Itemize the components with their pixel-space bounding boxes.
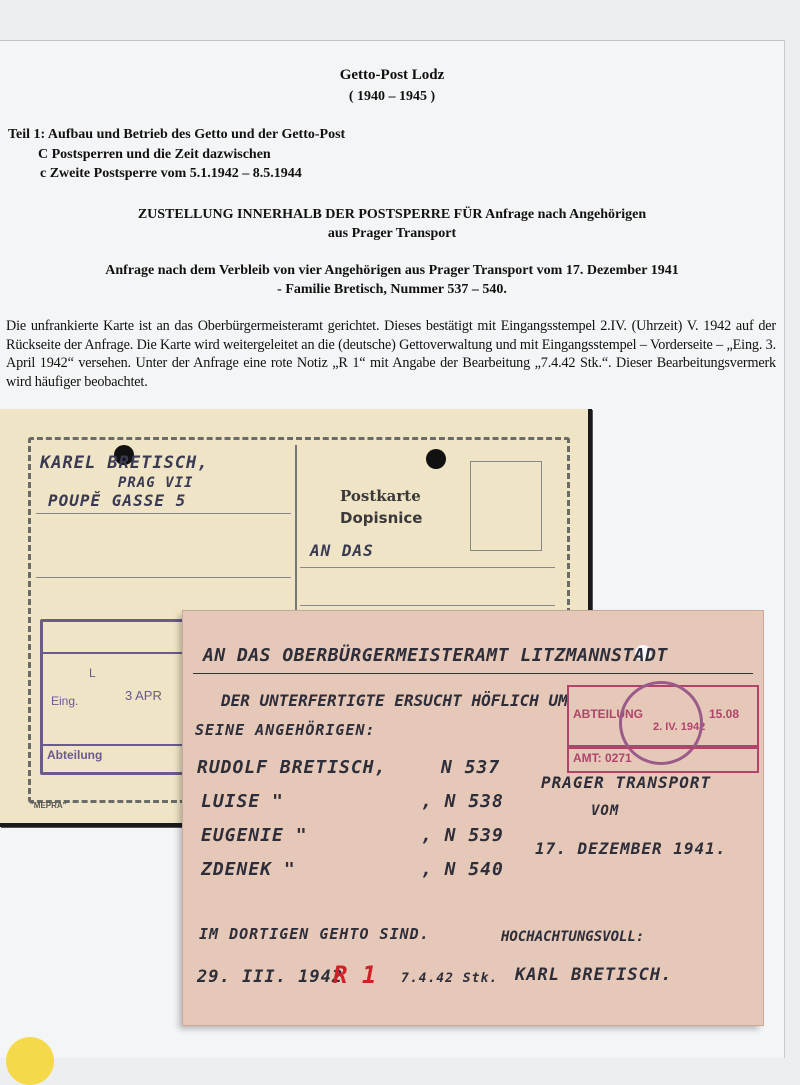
dopisnice-label: Dopisnice <box>340 509 423 527</box>
transport-line-3: 17. DEZEMBER 1941. <box>535 839 727 858</box>
sender-city: PRAG VII <box>118 475 194 491</box>
message-line-1: DER UNTERFERTIGTE ERSUCHT HÖFLICH UM <box>221 691 568 710</box>
address-line <box>300 567 555 568</box>
person-number: , N 538 <box>421 791 504 812</box>
signature: KARL BRETISCH. <box>515 965 673 985</box>
yellow-marker <box>6 1037 54 1085</box>
page-title: Getto-Post Lodz <box>339 67 445 83</box>
red-note-processing: 7.4.42 Stk. <box>401 971 499 986</box>
message-line-2: SEINE ANGEHÖRIGEN: <box>195 721 376 739</box>
sender-name: KAREL BRETISCH, <box>40 453 209 473</box>
transport-line-1: PRAGER TRANSPORT <box>541 773 712 792</box>
person-number: , N 540 <box>421 859 504 880</box>
stamp-date: 3 APR <box>125 688 162 703</box>
person-name: EUGENIE " <box>201 825 308 846</box>
letter-date: 29. III. 1942 <box>197 967 344 987</box>
person-number: N 537 <box>441 757 501 778</box>
postcard-back <box>183 611 763 1025</box>
subsection-heading-cont: - Familie Bretisch, Nummer 537 – 540. <box>277 282 507 297</box>
stamp-date: 2. IV. 1942 <box>653 721 706 733</box>
stamp-box <box>470 461 542 551</box>
person-name: LUISE " <box>201 791 284 812</box>
punch-hole <box>426 449 446 469</box>
section-heading: ZUSTELLUNG INNERHALB DER POSTSPERRE FÜR Anfrage nach Angehörigen <box>137 207 647 222</box>
address-line <box>36 513 291 514</box>
section-heading-cont: aus Prager Transport <box>327 226 457 241</box>
closing-line: IM DORTIGEN GEHTO SIND. <box>199 925 430 943</box>
stamp-time: 15.08 <box>709 707 740 721</box>
stamp-abteilung: ABTEILUNG <box>573 707 643 721</box>
person-name: RUDOLF BRETISCH, <box>197 757 387 778</box>
description-paragraph: Die unfrankierte Karte ist an das Oberbürgermeisteramt gerichtet. Dieses bestätigt mit Eingangsstempel 2.IV. (Uhrzeit) V. 1942 auf der Rückseite der Anfrage. Die Karte wird weitergeleitet an die (deutsche) Gettoverwaltung und mit Eingangsstempel – Vorderseite – „Eing. 3. April 1942“ versehen. Unter der Anfrage eine rote Notiz „R 1“ mit Angabe der Bearbeitung „7.4.42 Stk.“. Dieser Bearbeitungsvermerk wird häufiger beobachtet. <box>6 318 776 390</box>
addressee-line: AN DAS OBERBÜRGERMEISTERAMT LITZMANNSTADT <box>203 645 668 666</box>
address-line <box>36 577 291 578</box>
printer-mark: "MEPRA" <box>30 801 67 810</box>
stamp-abteilung: Abteilung <box>47 748 103 762</box>
stamp-amt: AMT: 0271 <box>573 751 632 765</box>
album-page <box>0 40 785 1058</box>
person-number: , N 539 <box>421 825 504 846</box>
postkarte-label: Postkarte <box>340 487 421 505</box>
person-name: ZDENEK " <box>201 859 296 880</box>
page-years: ( 1940 – 1945 ) <box>348 89 436 104</box>
stamp-letter: L <box>89 666 96 680</box>
rule <box>193 673 753 674</box>
toc-line-part: Teil 1: Aufbau und Betrieb des Getto und der Getto-Post <box>8 127 346 142</box>
toc-line-subchapter: c Zweite Postsperre vom 5.1.1942 – 8.5.1944 <box>40 166 302 181</box>
sender-street: POUPĚ GASSE 5 <box>48 491 187 510</box>
stamp-eing: Eing. <box>51 694 79 708</box>
transport-line-2: VOM <box>591 803 620 819</box>
red-note: R 1 <box>333 961 377 989</box>
address-line <box>300 605 555 606</box>
closing-greeting: HOCHACHTUNGSVOLL: <box>501 929 645 945</box>
subsection-heading: Anfrage nach dem Verbleib von vier Angehörigen aus Prager Transport vom 17. Dezember 1941 <box>105 263 679 278</box>
an-das-text: AN DAS <box>310 541 374 560</box>
toc-line-chapter: C Postsperren und die Zeit dazwischen <box>38 147 271 162</box>
